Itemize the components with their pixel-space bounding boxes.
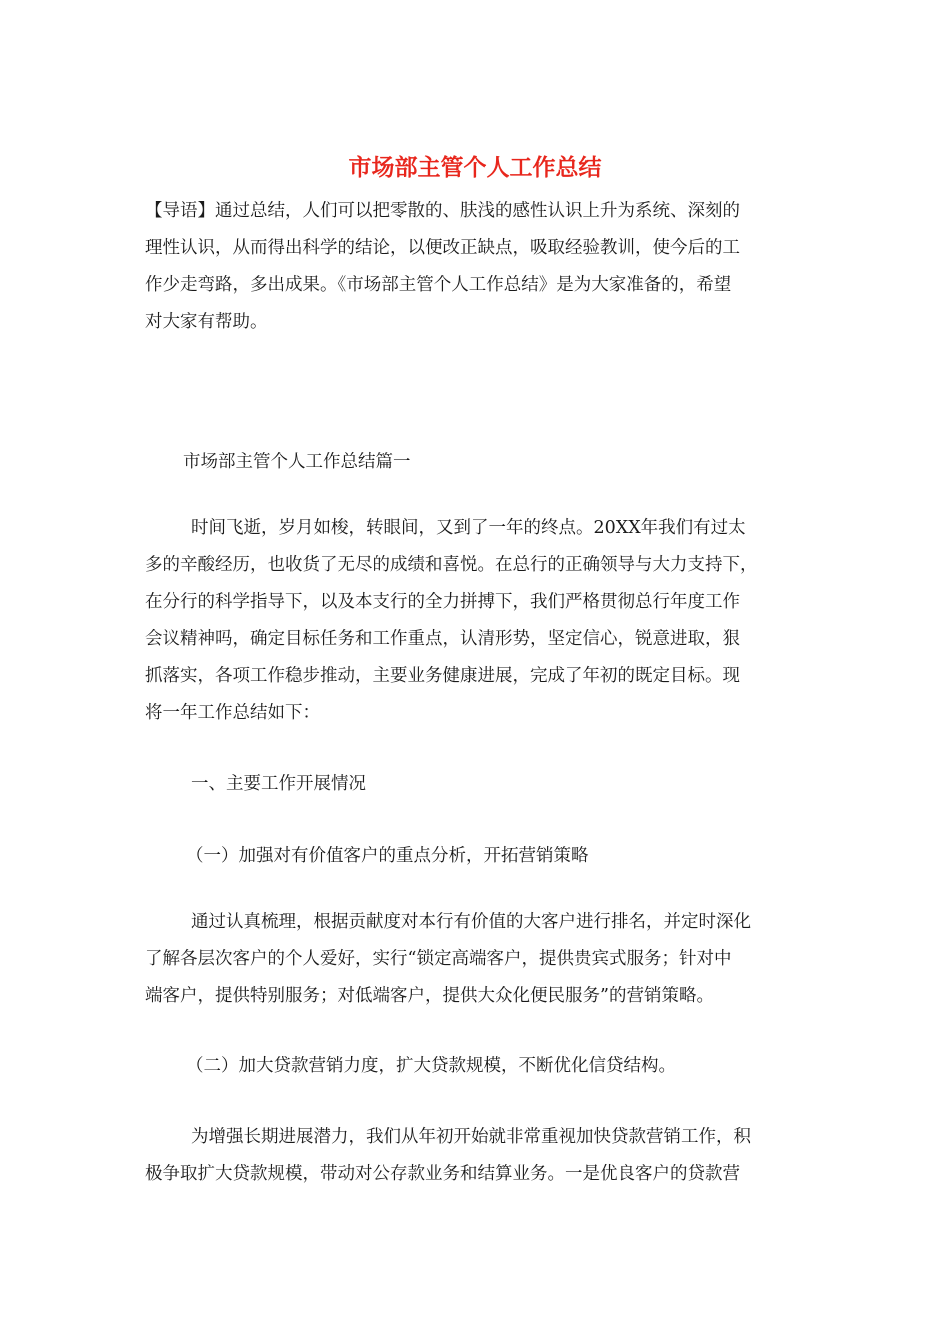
- paragraph-line: 为增强长期进展潜力，我们从年初开始就非常重视加快贷款营销工作，积: [191, 1127, 751, 1147]
- paragraph-line: 会议精神吗，确定目标任务和工作重点，认清形势，坚定信心，锐意进取，狠: [145, 629, 740, 649]
- subheading-1: （一）加强对有价值客户的重点分析，开拓营销策略: [186, 846, 589, 866]
- heading-main-work: 一、主要工作开展情况: [191, 774, 366, 794]
- subheading-2: （二）加大贷款营销力度，扩大贷款规模，不断优化信贷结构。: [186, 1056, 676, 1076]
- document-title: 市场部主管个人工作总结: [348, 154, 602, 181]
- intro-line: 对大家有帮助。: [145, 312, 268, 332]
- intro-paragraph: [145, 193, 815, 341]
- paragraph-3: [145, 1119, 815, 1193]
- intro-line: 理性认识，从而得出科学的结论，以便改正缺点，吸取经验教训，使今后的工: [145, 238, 740, 258]
- intro-line: 【导语】通过总结，人们可以把零散的、肤浅的感性认识上升为系统、深刻的: [145, 201, 740, 221]
- paragraph-line: 时间飞逝，岁月如梭，转眼间，又到了一年的终点。20XX年我们有过太: [191, 518, 746, 538]
- paragraph-2: [145, 904, 815, 1015]
- paragraph-1: [145, 510, 815, 732]
- paragraph-line: 在分行的科学指导下，以及本支行的全力拼搏下，我们严格贯彻总行年度工作: [145, 592, 740, 612]
- paragraph-line: 端客户，提供特别服务；对低端客户，提供大众化便民服务”的营销策略。: [145, 986, 714, 1006]
- paragraph-line: 将一年工作总结如下：: [145, 703, 320, 723]
- section-heading: 市场部主管个人工作总结篇一: [183, 452, 411, 472]
- paragraph-line: 多的辛酸经历，也收货了无尽的成绩和喜悦。在总行的正确领导与大力支持下，: [145, 555, 758, 575]
- paragraph-line: 了解各层次客户的个人爱好，实行“锁定高端客户，提供贵宾式服务；针对中: [145, 949, 732, 969]
- intro-line: 作少走弯路，多出成果。《市场部主管个人工作总结》是为大家准备的，希望: [145, 275, 732, 295]
- paragraph-line: 抓落实，各项工作稳步推动，主要业务健康进展，完成了年初的既定目标。现: [145, 666, 740, 686]
- paragraph-line: 通过认真梳理，根据贡献度对本行有价值的大客户进行排名，并定时深化: [191, 912, 751, 932]
- paragraph-line: 极争取扩大贷款规模，带动对公存款业务和结算业务。一是优良客户的贷款营: [145, 1164, 740, 1184]
